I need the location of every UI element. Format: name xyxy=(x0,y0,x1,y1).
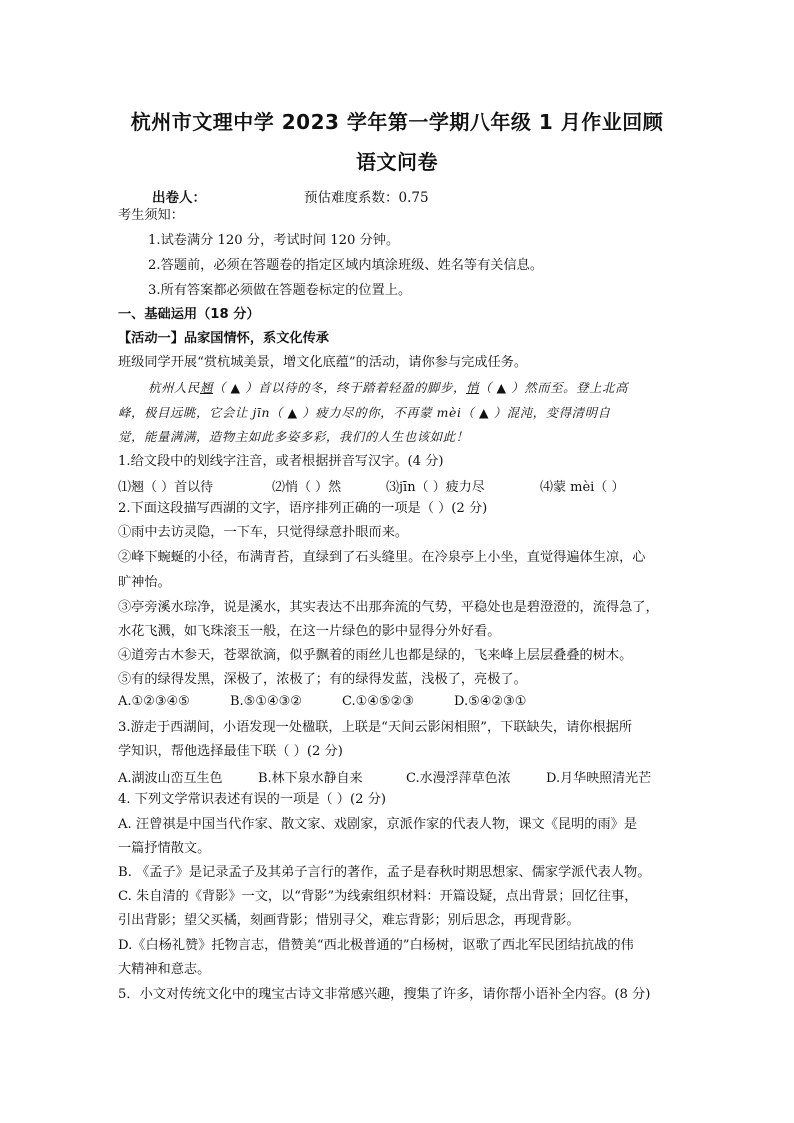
q4-option-a-cont: 一篇抒情散文。 xyxy=(118,841,211,856)
question-4-stem: 4. 下列文学常识表述有误的一项是（ ）(2 分) xyxy=(118,792,387,807)
q2-option: A.①②③④⑤ xyxy=(118,694,190,709)
q2-option: B.⑤①④③② xyxy=(230,694,302,709)
q3-option: D.月华映照清光芒 xyxy=(546,771,652,786)
q2-sentence: ④道旁古木参天，苍翠欲滴，似乎飘着的雨丝儿也都是绿的，飞来峰上层层叠叠的树木。 xyxy=(118,648,633,663)
activity-intro: 班级同学开展“赏杭城美景，增文化底蕴”的活动，请你参与完成任务。 xyxy=(118,355,528,370)
passage-text: （ ▲ ）然而至。登上北高 xyxy=(479,380,629,395)
passage-text: 杭州人民 xyxy=(148,380,200,395)
question-3-stem-cont: 学知识，帮他选择最佳下联（ ）(2 分) xyxy=(118,744,343,759)
q3-option: B.林下泉水静自来 xyxy=(258,771,363,786)
q2-option: C.①④⑤②③ xyxy=(342,694,414,709)
q1-option: ⑴翘（ ）首以待 xyxy=(118,480,214,495)
q4-option-b: B. 《孟子》是记录孟子及其弟子言行的著作，孟子是春秋时期思想家、儒家学派代表人物。 xyxy=(118,865,651,880)
difficulty-label: 预估难度系数：0.75 xyxy=(304,190,429,206)
q4-option-d: D.《白杨礼赞》托物言志，借赞美“西北极普通的”白杨树，讴歌了西北军民团结抗战的伟 xyxy=(118,938,634,953)
underlined-char: 悄 xyxy=(466,380,480,395)
q4-option-a: A. 汪曾祺是中国当代作家、散文家、戏剧家，京派作家的代表人物，课文《昆明的雨》是 xyxy=(118,817,638,832)
exam-subtitle: 语文问卷 xyxy=(356,150,438,174)
q2-sentence: ③亭旁溪水琮净，说是溪水，其实表达不出那奔流的气势，平稳处也是碧澄澄的，流得急了， xyxy=(118,600,659,615)
q4-option-c-cont: 引出背影；望父买橘，刻画背影；惜别寻父，难忘背影；别后思念，再现背影。 xyxy=(118,913,580,928)
passage-text: （ ▲ ）首以待的冬，终于踏着轻盈的脚步， xyxy=(212,380,467,395)
notice-item-2: 2.答题前，必须在答题卷的指定区域内填涂班级、姓名等有关信息。 xyxy=(148,258,544,273)
question-3-stem: 3.游走于西湖间，小语发现一处楹联，上联是“天间云影闲相照”，下联缺失，请你根据所 xyxy=(118,720,632,735)
author-label: 出卷人： xyxy=(152,190,206,206)
q2-sentence: ②峰下蜿蜒的小径，布满青苔，直绿到了石头缝里。在冷泉亭上小坐，直觉得遍体生凉，心 xyxy=(118,550,646,565)
passage-line-2: 峰，极目远眺，它会让 jīn（ ▲ ）疲力尽的你，不再蒙 mèi（ ▲ ）混沌，变得清明自 xyxy=(118,405,611,420)
q1-option: ⑵悄（ ）然 xyxy=(272,480,342,495)
section-heading: 一、基础运用（18 分） xyxy=(118,307,260,322)
underlined-char: 翘 xyxy=(199,380,213,395)
notice-item-3: 3.所有答案都必须做在答题卷标定的位置上。 xyxy=(148,283,412,298)
q2-sentence: ①雨中去访灵隐，一下车，只觉得绿意扑眼而来。 xyxy=(118,525,409,540)
passage-line-3: 觉，能量满满，造物主如此多姿多彩，我们的人生也该如此！ xyxy=(118,429,469,444)
question-5-stem: 5．小文对传统文化中的瑰宝古诗文非常感兴趣，搜集了许多，请你帮小语补全内容。(8 分) xyxy=(118,987,651,1002)
notice-item-1: 1.试卷满分 120 分，考试时间 120 分钟。 xyxy=(148,233,400,248)
q3-option: C.水漫浮萍草色浓 xyxy=(406,771,511,786)
q4-option-d-cont: 大精神和意志。 xyxy=(118,962,211,977)
activity-title-text: 【活动一】品家国情怀，系文化传承 xyxy=(118,331,329,346)
q2-sentence: 水花飞溅，如飞珠滚玉一般，在这一片绿色的影中显得分外好看。 xyxy=(118,624,501,639)
q3-option: A.湖波山峦互生色 xyxy=(118,771,223,786)
activity-title xyxy=(118,330,329,348)
q1-option: ⑶jīn（ ）疲力尽 xyxy=(386,480,485,495)
question-2-stem: 2.下面这段描写西湖的文字，语序排列正确的一项是（ ）(2 分) xyxy=(118,501,488,516)
question-1-stem: 1.给文段中的划线字注音，或者根据拼音写汉字。(4 分) xyxy=(118,454,444,469)
q2-option: D.⑤④②③① xyxy=(454,694,527,709)
q2-sentence: ⑤有的绿得发黑，深极了，浓极了；有的绿得发蓝，浅极了，亮极了。 xyxy=(118,672,527,687)
passage-line-1 xyxy=(148,379,628,397)
notice-heading: 考生须知： xyxy=(118,208,184,223)
q2-sentence: 旷神怡。 xyxy=(118,575,171,590)
exam-title: 杭州市文理中学 2023 学年第一学期八年级 1 月作业回顾 xyxy=(130,110,664,134)
q1-option: ⑷蒙 mèi（ ） xyxy=(540,480,625,495)
q4-option-c: C. 朱自清的《背影》一文，以“背影”为线索组织材料：开篇设疑，点出背景；回忆往事， xyxy=(118,889,638,904)
